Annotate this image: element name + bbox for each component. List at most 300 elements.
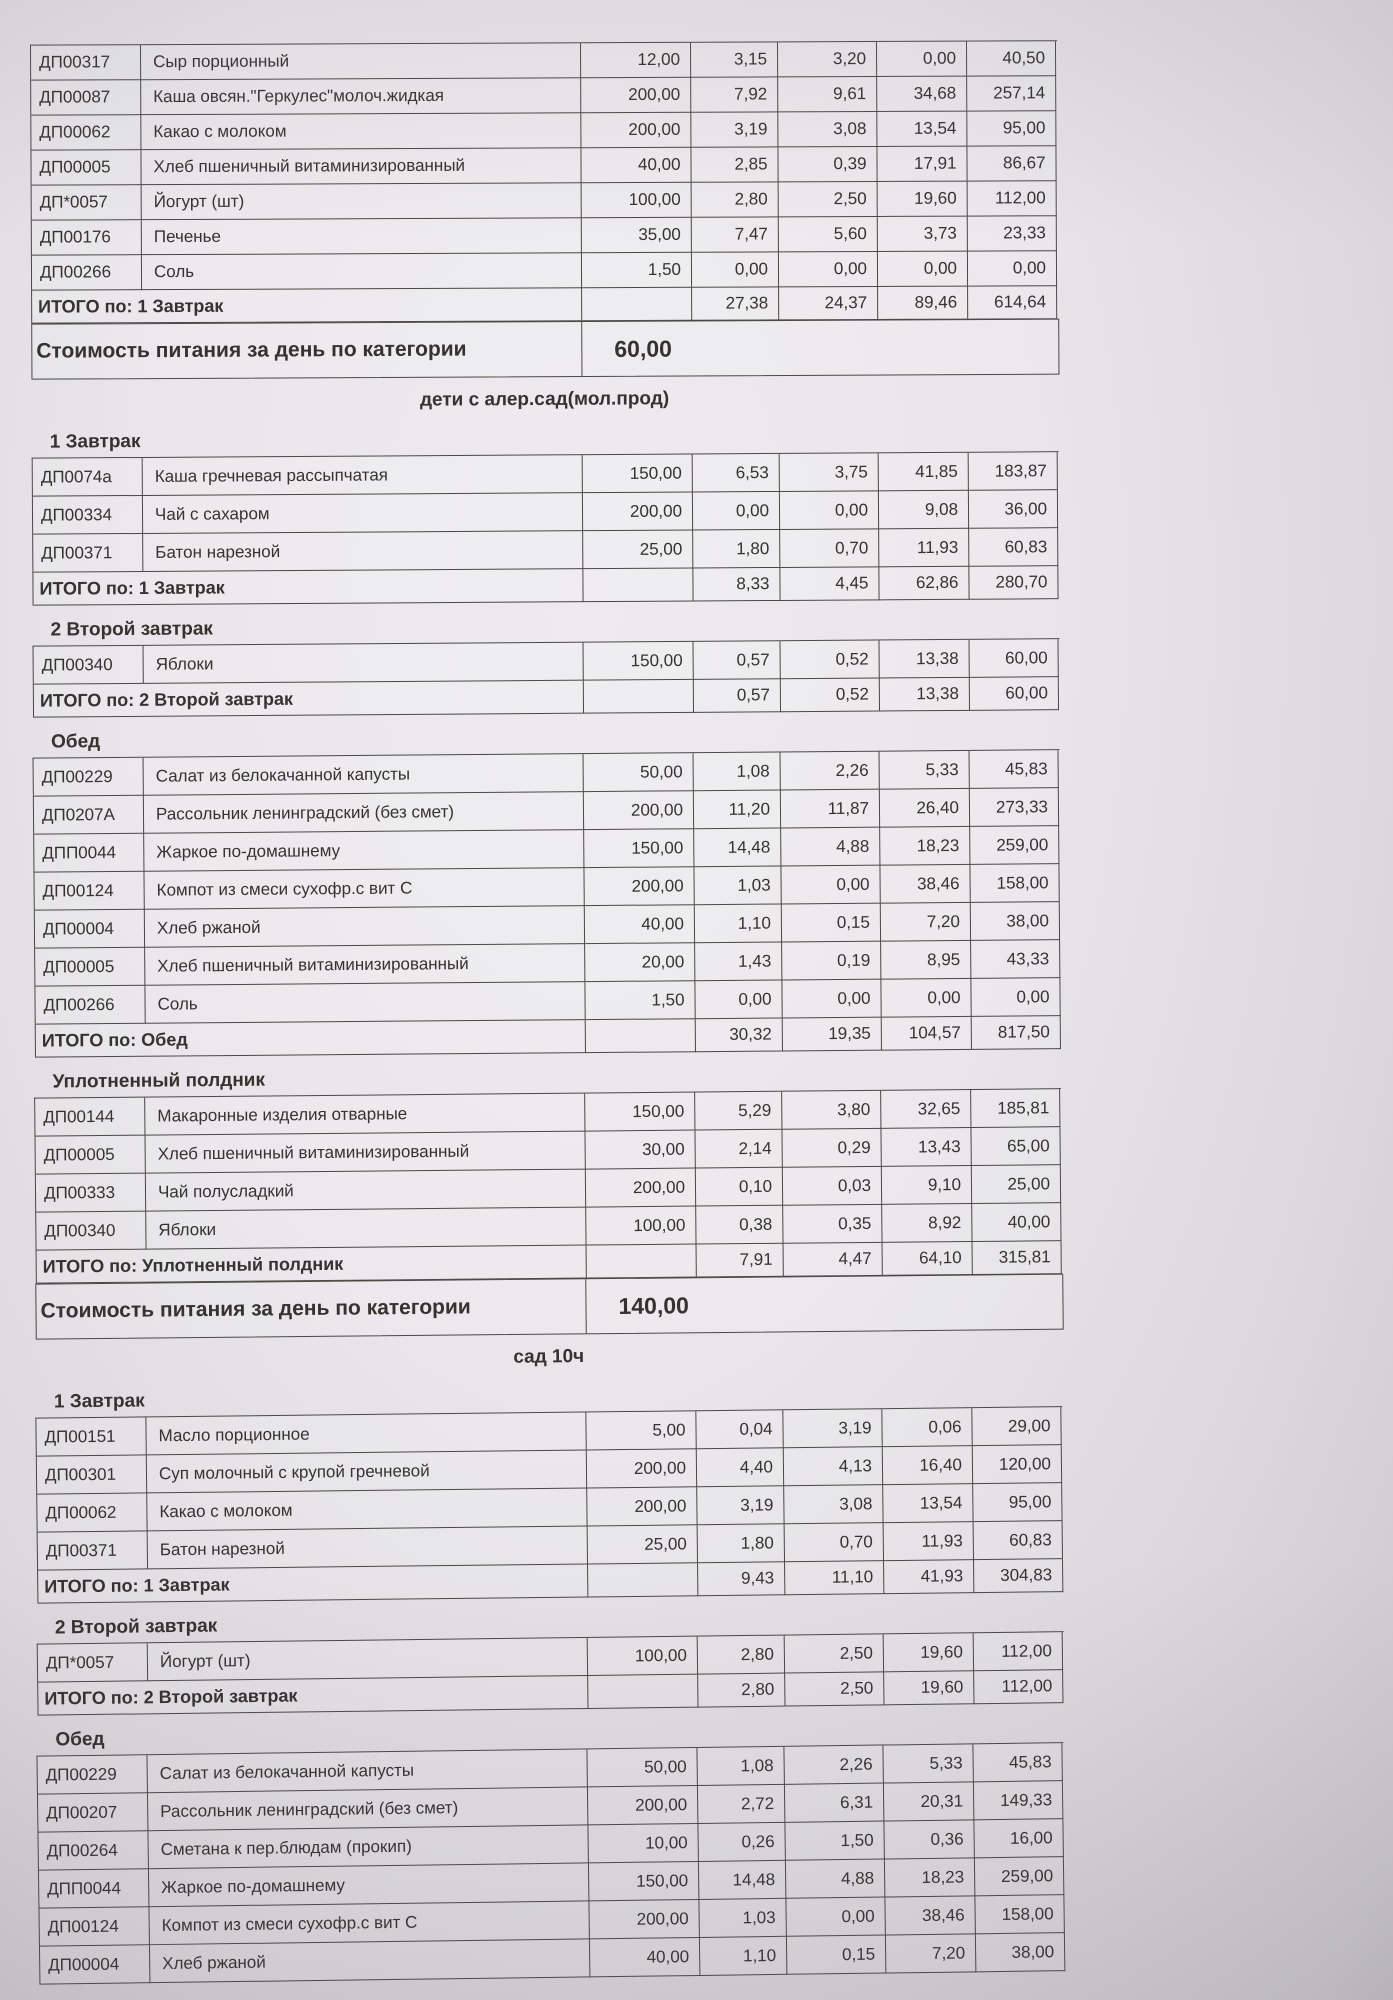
meal-header: 1 Завтрак xyxy=(53,1390,145,1413)
subtotal-value-cell: 817,50 xyxy=(972,1016,1061,1050)
value-cell: 3,19 xyxy=(697,1486,784,1525)
table-row xyxy=(33,528,1059,572)
value-cell: 0,00 xyxy=(692,252,779,287)
value-cell: 0,00 xyxy=(877,42,967,77)
dish-name-cell: Каша овсян."Геркулес"молоч.жидкая xyxy=(141,78,581,115)
dish-code-cell: ДП00005 xyxy=(31,150,141,185)
value-cell: 41,85 xyxy=(879,453,969,492)
value-cell: 3,80 xyxy=(782,1091,881,1130)
qty-cell: 200,00 xyxy=(588,1786,698,1825)
subtotal-value-cell: 41,93 xyxy=(884,1560,974,1594)
dish-code-cell: ДП00087 xyxy=(31,80,141,115)
dish-code-cell: ДП00264 xyxy=(38,1831,148,1870)
value-cell: 8,95 xyxy=(881,941,971,980)
subtotal-value-cell: 24,37 xyxy=(779,287,878,320)
value-cell: 1,10 xyxy=(700,1937,787,1976)
value-cell: 45,83 xyxy=(973,1743,1062,1782)
value-cell: 0,00 xyxy=(786,1898,885,1937)
daily-cost-row xyxy=(31,319,1059,380)
meal-header: Обед xyxy=(55,1728,105,1751)
value-cell: 13,43 xyxy=(881,1128,971,1167)
value-cell: 0,70 xyxy=(780,529,879,568)
qty-cell: 150,00 xyxy=(589,1862,699,1901)
value-cell: 18,23 xyxy=(880,827,970,866)
dish-name-cell: Макаронные изделия отварные xyxy=(145,1094,585,1136)
dish-name-cell: Чай с сахаром xyxy=(143,493,583,534)
value-cell: 95,00 xyxy=(973,1483,1062,1522)
subtotal-value-cell: 9,43 xyxy=(698,1562,785,1596)
value-cell: 259,00 xyxy=(970,826,1059,865)
value-cell: 3,19 xyxy=(691,112,778,147)
subtotal-label: ИТОГО по: 1 Завтрак xyxy=(38,1564,588,1603)
qty-cell: 200,00 xyxy=(581,78,691,113)
meal-header: Обед xyxy=(50,731,101,753)
dish-code-cell: ДП*0057 xyxy=(38,1643,148,1682)
subtotal-value-cell: 13,38 xyxy=(880,678,970,712)
dish-code-cell: ДП00124 xyxy=(39,1907,149,1946)
value-cell: 0,35 xyxy=(783,1205,882,1244)
dish-name-cell: Яблоки xyxy=(144,643,584,684)
value-cell: 14,48 xyxy=(694,828,781,867)
dish-code-cell: ДП0207А xyxy=(34,796,144,835)
qty-cell: 200,00 xyxy=(584,791,694,830)
dish-code-cell: ДП00266 xyxy=(35,986,145,1025)
qty-cell: 40,00 xyxy=(590,1938,700,1977)
subtotal-value-cell: 8,33 xyxy=(693,568,780,602)
dish-code-cell: ДП00124 xyxy=(34,872,144,911)
value-cell: 23,33 xyxy=(968,216,1057,251)
value-cell: 36,00 xyxy=(969,490,1058,529)
qty-cell: 200,00 xyxy=(584,867,694,906)
meal-header: 2 Второй завтрак xyxy=(54,1615,218,1639)
value-cell: 273,33 xyxy=(970,788,1059,827)
value-cell: 1,03 xyxy=(699,1899,786,1938)
qty-cell: 12,00 xyxy=(581,43,691,78)
value-cell: 0,04 xyxy=(696,1410,783,1449)
dish-code-cell: ДП00207 xyxy=(38,1793,148,1832)
value-cell: 9,10 xyxy=(882,1166,972,1205)
value-cell: 0,38 xyxy=(696,1206,783,1245)
value-cell: 7,20 xyxy=(881,903,971,942)
value-cell: 0,00 xyxy=(782,980,881,1019)
value-cell: 16,00 xyxy=(974,1819,1063,1858)
value-cell: 3,08 xyxy=(778,112,877,147)
value-cell: 43,33 xyxy=(971,940,1060,979)
subtotal-value-cell: 19,35 xyxy=(783,1018,882,1052)
value-cell: 4,88 xyxy=(786,1860,885,1899)
dish-code-cell: ДП00229 xyxy=(34,758,144,797)
value-cell: 17,91 xyxy=(877,147,967,182)
value-cell: 0,00 xyxy=(695,980,782,1019)
subtotal-label: ИТОГО по: 1 Завтрак xyxy=(32,288,582,323)
value-cell: 86,67 xyxy=(967,146,1056,181)
qty-cell xyxy=(582,288,692,321)
value-cell: 0,15 xyxy=(787,1936,886,1975)
subtotal-value-cell: 2,50 xyxy=(785,1672,884,1706)
qty-cell xyxy=(587,1245,697,1279)
subtotal-label: ИТОГО по: 2 Второй завтрак xyxy=(38,1676,588,1716)
value-cell: 2,50 xyxy=(785,1634,884,1673)
value-cell: 13,54 xyxy=(877,112,967,147)
value-cell: 60,83 xyxy=(969,528,1058,567)
value-cell: 0,57 xyxy=(694,641,781,680)
value-cell: 0,00 xyxy=(881,979,971,1018)
subtotal-value-cell: 280,70 xyxy=(969,566,1058,600)
menu-table-document xyxy=(30,40,1065,1984)
qty-cell: 20,00 xyxy=(585,943,695,982)
dish-code-cell: ДП00005 xyxy=(35,948,145,987)
value-cell: 19,60 xyxy=(884,1633,974,1672)
value-cell: 5,33 xyxy=(883,1744,973,1783)
dish-code-cell: ДП*0057 xyxy=(32,185,142,220)
value-cell: 6,31 xyxy=(785,1784,884,1823)
dish-code-cell: ДП00005 xyxy=(36,1136,146,1175)
qty-cell: 50,00 xyxy=(584,753,694,792)
value-cell: 0,00 xyxy=(779,252,878,287)
value-cell: 3,15 xyxy=(691,42,778,77)
meal-header: 2 Второй завтрак xyxy=(50,618,213,641)
dish-name-cell: Печенье xyxy=(142,218,582,255)
qty-cell: 100,00 xyxy=(586,1207,696,1246)
dish-code-cell: ДП0074а xyxy=(33,458,143,497)
value-cell: 5,33 xyxy=(880,751,970,790)
value-cell: 7,92 xyxy=(691,77,778,112)
subtotal-value-cell: 89,46 xyxy=(878,287,968,320)
value-cell: 2,80 xyxy=(698,1636,785,1675)
value-cell: 257,14 xyxy=(967,76,1056,111)
value-cell: 38,00 xyxy=(971,902,1060,941)
value-cell: 0,19 xyxy=(782,942,881,981)
qty-cell: 40,00 xyxy=(585,905,695,944)
qty-cell xyxy=(583,568,693,602)
dish-name-cell: Компот из смеси сухофр.с вит С xyxy=(144,868,584,910)
dish-name-cell: Соль xyxy=(145,982,585,1024)
dish-code-cell: ДП00004 xyxy=(40,1945,150,1984)
subtotal-row xyxy=(32,286,1058,323)
value-cell: 3,75 xyxy=(780,453,879,492)
qty-cell: 25,00 xyxy=(588,1525,698,1564)
qty-cell: 100,00 xyxy=(588,1637,698,1676)
value-cell: 3,20 xyxy=(778,42,877,77)
dish-code-cell: ДП00176 xyxy=(32,220,142,255)
subtotal-value-cell: 2,80 xyxy=(698,1674,785,1708)
qty-cell: 200,00 xyxy=(587,1487,697,1526)
table-row xyxy=(31,111,1057,150)
subtotal-value-cell: 614,64 xyxy=(968,286,1057,319)
value-cell: 11,93 xyxy=(884,1522,974,1561)
value-cell: 2,80 xyxy=(692,182,779,217)
dish-name-cell: Салат из белокачанной капусты xyxy=(147,1749,587,1793)
subtotal-value-cell: 64,10 xyxy=(883,1242,973,1276)
dish-name-cell: Батон нарезной xyxy=(143,531,583,572)
value-cell: 0,00 xyxy=(971,978,1060,1017)
dish-name-cell: Сметана к пер.блюдам (прокип) xyxy=(148,1825,588,1869)
qty-cell: 150,00 xyxy=(584,642,694,681)
value-cell: 0,15 xyxy=(782,904,881,943)
dish-code-cell: ДП00151 xyxy=(36,1417,146,1456)
value-cell: 4,40 xyxy=(697,1448,784,1487)
value-cell: 2,26 xyxy=(781,752,880,791)
dish-name-cell: Рассольник ленинградский (без смет) xyxy=(144,792,584,834)
value-cell: 26,40 xyxy=(880,789,970,828)
dish-name-cell: Какао с молоком xyxy=(141,113,581,150)
subtotal-value-cell: 104,57 xyxy=(882,1017,972,1051)
value-cell: 1,08 xyxy=(697,1747,784,1786)
qty-cell xyxy=(586,1019,696,1053)
value-cell: 20,31 xyxy=(884,1782,974,1821)
dish-name-cell: Салат из белокачанной капусты xyxy=(144,754,584,796)
dish-name-cell: Батон нарезной xyxy=(148,1526,588,1569)
subtotal-label: ИТОГО по: Уплотненный полдник xyxy=(37,1246,587,1284)
value-cell: 1,43 xyxy=(695,942,782,981)
value-cell: 7,47 xyxy=(692,217,779,252)
dish-code-cell: ДПП0044 xyxy=(39,1869,149,1908)
subtotal-value-cell: 11,10 xyxy=(785,1561,884,1595)
value-cell: 14,48 xyxy=(699,1861,786,1900)
subtotal-value-cell: 30,32 xyxy=(696,1018,783,1052)
qty-cell: 40,00 xyxy=(581,148,691,183)
value-cell: 19,60 xyxy=(878,182,968,217)
table-row xyxy=(33,490,1059,534)
category-header: сад 10ч xyxy=(513,1346,585,1368)
category-header: дети с алер.сад(мол.прод) xyxy=(419,388,670,411)
dish-name-cell: Хлеб ржаной xyxy=(150,1939,590,1983)
table-row xyxy=(31,76,1057,115)
qty-cell: 200,00 xyxy=(583,492,693,531)
dish-name-cell: Йогурт (шт) xyxy=(148,1638,588,1681)
subtotal-row xyxy=(34,677,1060,717)
value-cell: 0,52 xyxy=(781,640,880,679)
qty-cell: 10,00 xyxy=(588,1824,698,1863)
menu-section-table xyxy=(30,40,1058,323)
value-cell: 40,50 xyxy=(967,41,1056,76)
value-cell: 3,08 xyxy=(784,1485,883,1524)
value-cell: 1,50 xyxy=(785,1822,884,1861)
subtotal-value-cell: 60,00 xyxy=(970,677,1059,711)
subtotal-label: ИТОГО по: 1 Завтрак xyxy=(33,569,583,605)
dish-name-cell: Соль xyxy=(142,253,582,290)
qty-cell xyxy=(584,680,694,714)
value-cell: 95,00 xyxy=(967,111,1056,146)
dish-name-cell: Хлеб пшеничный витаминизированный xyxy=(145,1132,585,1174)
table-row xyxy=(31,146,1057,185)
value-cell: 13,54 xyxy=(883,1484,973,1523)
qty-cell: 200,00 xyxy=(589,1900,699,1939)
menu-section-table xyxy=(32,451,1060,605)
qty-cell: 50,00 xyxy=(587,1748,697,1787)
value-cell: 2,50 xyxy=(779,182,878,217)
value-cell: 9,08 xyxy=(879,491,969,530)
value-cell: 2,14 xyxy=(695,1130,782,1169)
value-cell: 1,80 xyxy=(693,530,780,569)
value-cell: 25,00 xyxy=(972,1165,1061,1204)
qty-cell: 200,00 xyxy=(586,1169,696,1208)
subtotal-row xyxy=(36,1016,1062,1057)
qty-cell: 100,00 xyxy=(582,183,692,218)
value-cell: 185,81 xyxy=(971,1089,1060,1128)
dish-name-cell: Какао с молоком xyxy=(147,1488,587,1531)
table-row xyxy=(32,216,1058,255)
value-cell: 0,26 xyxy=(698,1823,785,1862)
value-cell: 158,00 xyxy=(970,864,1059,903)
dish-name-cell: Сыр порционный xyxy=(141,43,581,80)
value-cell: 60,00 xyxy=(970,639,1059,678)
value-cell: 4,13 xyxy=(784,1447,883,1486)
dish-code-cell: ДП00340 xyxy=(34,646,144,685)
value-cell: 259,00 xyxy=(975,1857,1064,1896)
value-cell: 3,73 xyxy=(878,217,968,252)
value-cell: 13,38 xyxy=(880,640,970,679)
daily-cost-value: 60,00 xyxy=(614,335,672,362)
value-cell: 183,87 xyxy=(969,452,1058,491)
dish-name-cell: Чай полусладкий xyxy=(146,1170,586,1212)
dish-code-cell: ДП00062 xyxy=(31,115,141,150)
subtotal-label: ИТОГО по: Обед xyxy=(36,1020,586,1058)
dish-name-cell: Хлеб пшеничный витаминизированный xyxy=(141,148,581,185)
dish-code-cell: ДП00144 xyxy=(35,1098,145,1137)
value-cell: 0,03 xyxy=(783,1167,882,1206)
value-cell: 0,36 xyxy=(884,1820,974,1859)
value-cell: 0,29 xyxy=(782,1129,881,1168)
daily-cost-label: Стоимость питания за день по категории xyxy=(32,322,582,379)
menu-section-table xyxy=(35,1406,1064,1603)
dish-name-cell: Жаркое по-домашнему xyxy=(144,830,584,872)
table-row xyxy=(32,181,1058,220)
value-cell: 112,00 xyxy=(974,1632,1063,1671)
dish-name-cell: Яблоки xyxy=(146,1208,586,1250)
daily-cost-value: 140,00 xyxy=(618,1291,689,1319)
value-cell: 32,65 xyxy=(881,1090,971,1129)
dish-code-cell: ДП00229 xyxy=(37,1755,147,1794)
dish-code-cell: ДП00317 xyxy=(31,45,141,80)
value-cell: 34,68 xyxy=(877,77,967,112)
value-cell: 11,87 xyxy=(781,790,880,829)
dish-code-cell: ДП00340 xyxy=(36,1212,146,1251)
qty-cell: 150,00 xyxy=(585,1093,695,1132)
qty-cell: 200,00 xyxy=(581,113,691,148)
dish-code-cell: ДП00062 xyxy=(37,1493,147,1532)
value-cell: 0,00 xyxy=(781,866,880,905)
value-cell: 2,85 xyxy=(691,147,778,182)
qty-cell: 150,00 xyxy=(583,454,693,493)
menu-section-table xyxy=(33,749,1062,1057)
value-cell: 2,26 xyxy=(784,1746,883,1785)
value-cell: 60,83 xyxy=(974,1521,1063,1560)
dish-code-cell: ДПП0044 xyxy=(34,834,144,873)
dish-name-cell: Каша гречневая рассыпчатая xyxy=(143,455,583,496)
value-cell: 16,40 xyxy=(883,1446,973,1485)
dish-code-cell: ДП00371 xyxy=(33,534,143,573)
dish-name-cell: Рассольник ленинградский (без смет) xyxy=(148,1787,588,1831)
subtotal-value-cell: 4,45 xyxy=(780,567,879,601)
qty-cell: 25,00 xyxy=(583,530,693,569)
dish-code-cell: ДП00004 xyxy=(35,910,145,949)
value-cell: 45,83 xyxy=(970,750,1059,789)
value-cell: 38,46 xyxy=(885,1896,975,1935)
meal-header: Уплотненный полдник xyxy=(52,1069,266,1093)
table-row xyxy=(32,251,1058,290)
value-cell: 0,00 xyxy=(878,252,968,287)
value-cell: 38,46 xyxy=(880,865,970,904)
dish-code-cell: ДП00333 xyxy=(36,1174,146,1213)
value-cell: 18,23 xyxy=(885,1858,975,1897)
subtotal-value-cell: 304,83 xyxy=(974,1559,1063,1593)
menu-section-table xyxy=(34,1088,1063,1283)
value-cell: 1,03 xyxy=(694,866,781,905)
qty-cell xyxy=(588,1675,698,1709)
subtotal-value-cell: 315,81 xyxy=(973,1241,1062,1275)
value-cell: 9,61 xyxy=(778,77,877,112)
qty-cell xyxy=(588,1563,698,1597)
dish-code-cell: ДП00334 xyxy=(33,496,143,535)
qty-cell: 150,00 xyxy=(584,829,694,868)
value-cell: 7,20 xyxy=(886,1934,976,1973)
value-cell: 40,00 xyxy=(972,1203,1061,1242)
table-row xyxy=(31,41,1057,80)
dish-name-cell: Жаркое по-домашнему xyxy=(149,1863,589,1907)
subtotal-row xyxy=(33,566,1059,605)
qty-cell: 1,50 xyxy=(582,253,692,288)
subtotal-value-cell: 19,60 xyxy=(884,1671,974,1705)
value-cell: 4,88 xyxy=(781,828,880,867)
value-cell: 1,10 xyxy=(695,904,782,943)
menu-section-table xyxy=(36,1742,1066,1984)
value-cell: 65,00 xyxy=(971,1127,1060,1166)
value-cell: 5,60 xyxy=(779,217,878,252)
subtotal-value-cell: 4,47 xyxy=(784,1243,883,1277)
value-cell: 158,00 xyxy=(975,1895,1064,1934)
subtotal-value-cell: 7,91 xyxy=(697,1244,784,1278)
value-cell: 6,53 xyxy=(693,454,780,493)
value-cell: 0,70 xyxy=(785,1523,884,1562)
value-cell: 38,00 xyxy=(976,1933,1065,1972)
subtotal-value-cell: 0,57 xyxy=(694,679,781,713)
value-cell: 8,92 xyxy=(882,1204,972,1243)
dish-name-cell: Йогурт (шт) xyxy=(142,183,582,220)
dish-code-cell: ДП00301 xyxy=(37,1455,147,1494)
subtotal-value-cell: 62,86 xyxy=(879,567,969,601)
table-row xyxy=(33,452,1059,496)
dish-name-cell: Хлеб пшеничный витаминизированный xyxy=(145,944,585,986)
value-cell: 0,00 xyxy=(968,251,1057,286)
qty-cell: 35,00 xyxy=(582,218,692,253)
dish-name-cell: Компот из смеси сухофр.с вит С xyxy=(149,1901,589,1945)
value-cell: 1,80 xyxy=(698,1524,785,1563)
dish-code-cell: ДП00266 xyxy=(32,255,142,290)
value-cell: 0,00 xyxy=(780,491,879,530)
value-cell: 149,33 xyxy=(974,1781,1063,1820)
value-cell: 0,06 xyxy=(882,1408,972,1447)
qty-cell: 5,00 xyxy=(586,1411,696,1450)
daily-cost-row xyxy=(35,1274,1063,1340)
value-cell: 120,00 xyxy=(973,1445,1062,1484)
subtotal-value-cell: 0,52 xyxy=(781,678,880,712)
value-cell: 11,93 xyxy=(879,529,969,568)
value-cell: 112,00 xyxy=(968,181,1057,216)
menu-section-table xyxy=(33,638,1060,717)
subtotal-value-cell: 112,00 xyxy=(974,1670,1063,1704)
qty-cell: 1,50 xyxy=(585,981,695,1020)
value-cell: 11,20 xyxy=(694,790,781,829)
meal-header: 1 Завтрак xyxy=(49,431,141,453)
value-cell: 1,08 xyxy=(694,752,781,791)
value-cell: 0,00 xyxy=(693,492,780,531)
dish-name-cell: Хлеб ржаной xyxy=(145,906,585,948)
dish-name-cell: Масло порционное xyxy=(146,1412,586,1455)
qty-cell: 30,00 xyxy=(585,1131,695,1170)
value-cell: 0,39 xyxy=(778,147,877,182)
value-cell: 29,00 xyxy=(972,1407,1061,1446)
